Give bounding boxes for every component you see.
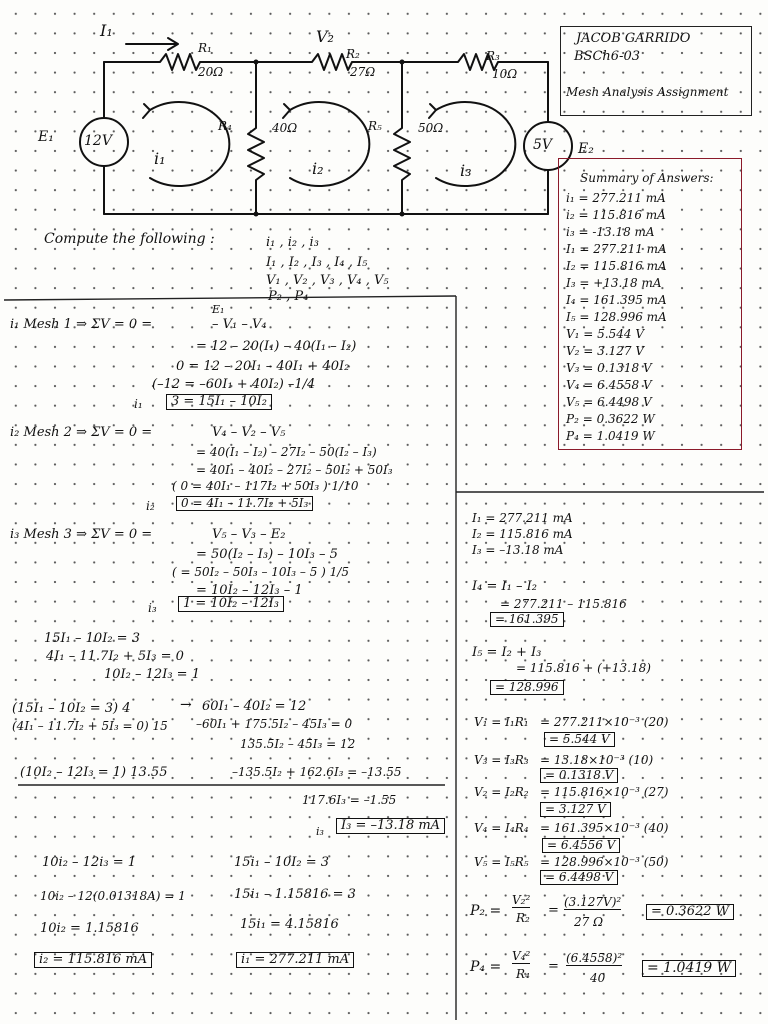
elim-c1: (10I₂ – 12I₃ = 1) 13.55 [20,765,168,780]
rc-p2-num2: (3.127V)² [564,895,622,909]
r2-value: 27Ω [350,65,376,79]
rc-i1: I₁ = 277.211 mA [472,511,573,525]
student-name: JACOB GARRIDO [576,31,691,46]
r5-label: R₅ [368,119,382,133]
mesh3-line-1: V₅ – V₃ – E₂ [212,527,286,542]
compute-line-2: I₁ , I₂ , I₃ , I₄ , I₅ [266,255,368,270]
mesh2-line-2: = 40(I₁ – I₂) – 27I₂ – 50(I₂ – I₃) [196,445,377,459]
backsub-r3: 15i₁ = 4.15816 [240,917,339,932]
rc-v4a: V₄ = I₄R₄ [474,821,529,835]
current-i1-label: I₁ [100,21,113,40]
e2-value: 5V [533,137,553,153]
summary-item: V₃ = 0.1318 V [566,361,652,375]
summary-item: V₁ = 5.544 V [566,327,644,341]
r4-value: 40Ω [272,121,298,135]
rc-p2-label: P₂ = [470,903,502,919]
r3-label: R₃ [486,49,500,63]
voltage-v2-label: V₂ [316,27,334,46]
summary-item: I₄ = 161.395 mA [566,293,667,307]
rc-p2-den2: 27 Ω [574,915,604,929]
rc-v2c: = 3.127 V [540,802,611,817]
backsub-l1: 10i₂ – 12i₃ = 1 [42,855,137,870]
system-eq-1: 15I₁ – 10I₂ = 3 [44,631,140,646]
summary-item: V₂ = 3.127 V [566,344,644,358]
rc-i4a: I₄ = I₁ – I₂ [472,579,537,594]
r5-value: 50Ω [418,121,444,135]
summary-item: I₂ = 115.816 mA [566,259,667,273]
mesh1-heading: i₁ Mesh 1 ⇒ ΣV = 0 = [10,317,153,332]
mesh2-tag: i₂ [146,499,155,513]
system-eq-2: 4I₁ – 11.7I₂ + 5I₃ = 0 [46,649,184,664]
rc-v1b: = 277.211×10⁻³ (20) [540,715,669,729]
rc-p2-result: = 0.3622 W [646,904,734,920]
rc-p2-eq: = [548,903,559,918]
mesh3-tag: i₃ [148,601,157,615]
rc-p4-num: V₄² [512,949,531,963]
mesh3-line-4: = 10I₂ – 12I₃ – 1 [196,583,303,598]
elim-b2: –60I₁ + 175.5I₂ – 45I₃ = 0 [196,717,353,731]
rc-p4-result: = 1.0419 W [642,960,736,977]
summary-item: i₂ = 115.816 mA [566,208,666,222]
rc-v1a: V₁ = I₁R₁ [474,715,529,729]
summary-item: V₅ = 6.4498 V [566,395,652,409]
rc-i2: I₂ = 115.816 mA [472,527,573,541]
r1-label: R₁ [198,41,212,55]
mesh1-result: 3 = 15I₁ – 10I₂ [166,394,272,410]
rc-v4c: = 6.4556 V [542,838,620,853]
backsub-r1: 15i₁ – 10I₂ = 3 [234,855,329,870]
elim-c2: –135.5I₂ + 162.6I₃ = –13.55 [232,765,402,779]
rc-i4b: = 277.211 – 115.816 [500,597,627,611]
rc-i4c: = 161.395 [490,612,564,627]
r4-label: R₄ [218,119,232,133]
rc-v5c: = 6.4498 V [540,870,618,885]
mesh3-result: 1 = 10I₂ – 12I₃ [178,596,284,612]
summary-item: i₃ = -13.18 mA [566,225,655,239]
system-eq-3: 10I₂ – 12I₃ = 1 [104,667,200,682]
rc-v4b: = 161.395×10⁻³ (40) [540,821,669,835]
elim-arrow: → [180,697,192,713]
mesh1-e1-tag: E₁ [212,303,225,316]
rc-p4-den: R₄ [516,967,530,981]
backsub-l4: i₂ = 115.816 mA [34,952,152,968]
compute-line-3: V₁ , V₂ , V₃ , V₄ , V₅ [266,273,389,288]
rc-v2a: V₂ = I₂R₂ [474,785,529,799]
elim-c4-result: I₃ = –13.18 mA [336,818,445,834]
summary-item: P₄ = 1.0419 W [566,429,655,443]
elim-c4-tag: i₃ [316,825,324,838]
e1-label: E₁ [38,129,54,145]
mesh-i1-label: i₁ [154,149,166,168]
mesh-i2-label: i₂ [312,159,324,178]
elim-b3: 135.5I₂ – 45I₃ = 12 [240,737,356,751]
r1-value: 20Ω [198,65,224,79]
rc-v3b: = 13.18×10⁻³ (10) [540,753,654,767]
rc-p4-den2: 40 [590,971,606,985]
mesh1-line-1: – V₁ – V₄ [212,317,267,332]
rc-v5a: V₅ = I₅R₅ [474,855,529,869]
summary-item: I₃ = +13.18 mA [566,276,662,290]
rc-i5c: = 128.996 [490,680,564,695]
elim-b1: 60I₁ – 40I₂ = 12 [202,699,307,714]
mesh2-result: 0 = 4I₁ – 11.7I₂ + 5I₃ [176,496,313,511]
mesh3-line-2: = 50(I₂ – I₃) – 10I₃ – 5 [196,547,338,562]
rc-p2-den: R₂ [516,911,530,925]
mesh1-line-3: 0 = 12 – 20I₁ – 40I₁ + 40I₂ [176,359,350,374]
rc-i5b: = 115.816 + (+13.18) [516,661,651,675]
rc-p4-num2: (6.4558)² [566,951,623,965]
elim-a1: (15I₁ – 10I₂ = 3) 4 [12,701,131,716]
mesh1-line-2: = 12 – 20(I₁) – 40(I₁ – I₂) [196,339,357,354]
assignment-title: Mesh Analysis Assignment [566,85,729,99]
backsub-r2: 15i₁ – 1.15816 = 3 [234,887,356,902]
rc-i3: I₃ = –13.18 mA [472,543,564,557]
r3-value: 10Ω [492,67,518,81]
summary-item: i₁ = 277.211 mA [566,191,666,205]
backsub-l3: 10i₂ = 1.15816 [40,921,139,936]
summary-item: P₂ = 0.3622 W [566,412,655,426]
mesh3-heading: i₃ Mesh 3 ⇒ ΣV = 0 = [10,527,153,542]
rc-p4-eq: = [548,959,559,974]
e1-value: 12V [84,133,112,149]
mesh2-line-4: ( 0 = 40I₁ – 117I₂ + 50I₃ ) 1/10 [172,479,359,493]
mesh1-tag: i₁ [134,397,143,411]
rc-p2-num: V₂² [512,893,531,907]
compute-prompt: Compute the following : [44,231,215,247]
rc-p4-label: P₄ = [470,959,502,975]
e2-label: E₂ [578,141,594,157]
rc-v5b: = 128.996×10⁻³ (50) [540,855,669,869]
rc-v3a: V₃ = I₃R₃ [474,753,529,767]
backsub-r4: i₁ = 277.211 mA [236,952,354,968]
rc-i5a: I₅ = I₂ + I₃ [472,645,542,660]
mesh2-line-3: = 40I₁ – 40I₂ – 27I₂ – 50I₂ + 50I₃ [196,463,393,477]
elim-a2: (4I₁ – 11.7I₂ + 5I₃ = 0) 15 [12,719,168,733]
mesh1-line-4: (–12 = –60I₁ + 40I₂) –1/4 [152,377,316,392]
compute-line-4: P₂ , P₄ [268,289,309,304]
compute-line-1: i₁ , i₂ , i₃ [266,235,319,250]
elim-c3: 117.6I₃ = –1.55 [302,793,397,807]
rc-v2b: = 115.816×10⁻³ (27) [540,785,669,799]
r2-label: R₂ [346,47,360,61]
backsub-l2: 10i₂ – 12(0.01318A) = 1 [40,889,186,903]
rc-v3c: = 0.1318 V [540,768,618,783]
mesh2-line-1: V₄ – V₂ – V₅ [212,425,286,440]
mesh-i3-label: i₃ [460,161,472,180]
summary-item: V₄ = 6.4558 V [566,378,652,392]
rc-v1c: = 5.544 V [544,732,615,747]
student-section: BSCh6-03 [574,49,640,64]
summary-item: I₅ = 128.996 mA [566,310,667,324]
summary-title: Summary of Answers: [580,171,714,185]
mesh2-heading: i₂ Mesh 2 ⇒ ΣV = 0 = [10,425,153,440]
mesh3-line-3: ( = 50I₂ – 50I₃ – 10I₃ – 5 ) 1/5 [172,565,349,579]
summary-item: I₁ = 277.211 mA [566,242,667,256]
